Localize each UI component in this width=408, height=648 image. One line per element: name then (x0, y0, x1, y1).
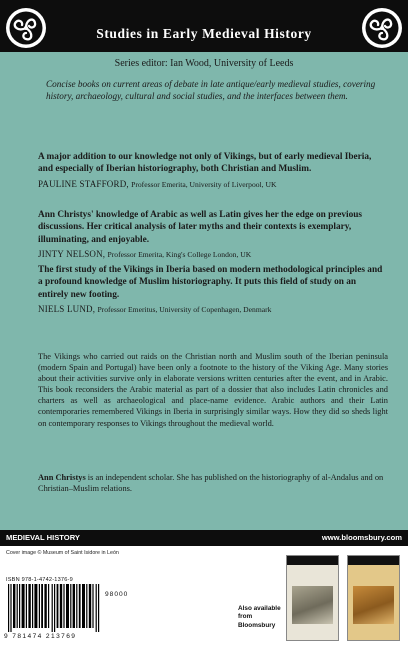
triskele-icon (360, 6, 404, 50)
reviewer-affiliation: Professor Emerita, University of Liverpool, UK (131, 179, 277, 189)
series-blurb: Concise books on current areas of debate in late antique/early medieval studies, covering history, archaeology, cultural and social studies, and the interfaces between them. (46, 79, 376, 102)
book-description: The Vikings who carried out raids on the Christian north and Muslim south of the Iberian peninsula (modern Spain and Portugal) have been only a footnote to the history of the Viking Age. Many stories about their activities survive only in elaborate versions written centuries after the event, and in Arabic. This book reconsiders the Arabic material as part of a dossier that also includes Latin chronicles and charters as well as archaeological and place-name evidence. Arabic authors and their Latin contemporaries remembered Vikings in Iberia in surprisingly similar ways. How they did so sheds light on contemporary responses to Vikings throughout the medieval world. (38, 352, 388, 428)
cover-band (287, 556, 338, 565)
review-quote: The first study of the Vikings in Iberia based on modern methodological principles and a profound knowledge of Muslim historiography. It puts this field of study on an entirely new footing. (38, 265, 383, 300)
reviewer-name: PAULINE STAFFORD, (38, 178, 129, 189)
review-quote: Ann Christys' knowledge of Arabic as well as Latin gives her the edge on previous discussions. Her critical analysis of later myths and their contexts is exemplary, illuminating, and enjoyable. (38, 210, 363, 245)
review-author (38, 179, 388, 191)
reviewer-name: NIELS LUND, (38, 303, 96, 314)
barcode-number: 9 781474 213769 (4, 633, 77, 640)
review-quote: A major addition to our knowledge not only of Vikings, but of early medieval Iberia, and especially of Iberian historiography, both Christian and Muslim. (38, 152, 372, 175)
review-author (38, 304, 388, 316)
subject-category: MEDIEVAL HISTORY (6, 533, 80, 542)
also-available-label: Also available from Bloomsbury (238, 605, 281, 629)
author-name: Ann Christys (38, 473, 86, 482)
author-bio (38, 472, 388, 494)
related-book-cover (347, 555, 400, 641)
review-author (38, 249, 388, 261)
cover-image-credit: Cover image © Museum of Saint Isidore in León (6, 550, 119, 556)
series-title: Studies in Early Medieval History (96, 26, 312, 41)
review (38, 151, 388, 190)
price-code: 98000 (105, 591, 129, 598)
triskele-icon (4, 6, 48, 50)
cover-band (348, 556, 399, 565)
review (38, 264, 388, 315)
barcode (6, 584, 102, 632)
reviewer-name: JINTY NELSON, (38, 248, 106, 259)
isbn-label: ISBN 978-1-4742-1376-9 (6, 577, 73, 583)
author-bio-text: is an independent scholar. She has published on the historiography of al-Andalus and on Christian–Muslim relations. (38, 473, 384, 494)
review (38, 209, 388, 260)
series-editor: Series editor: Ian Wood, University of Leeds (114, 58, 294, 69)
reviewer-affiliation: Professor Emerita, King's College London, UK (107, 249, 252, 259)
publisher-website: www.bloomsbury.com (321, 533, 402, 542)
cover-illustration (353, 586, 394, 624)
cover-illustration (292, 586, 333, 624)
related-book-cover (286, 555, 339, 641)
reviewer-affiliation: Professor Emeritus, University of Copenhagen, Denmark (97, 304, 272, 314)
